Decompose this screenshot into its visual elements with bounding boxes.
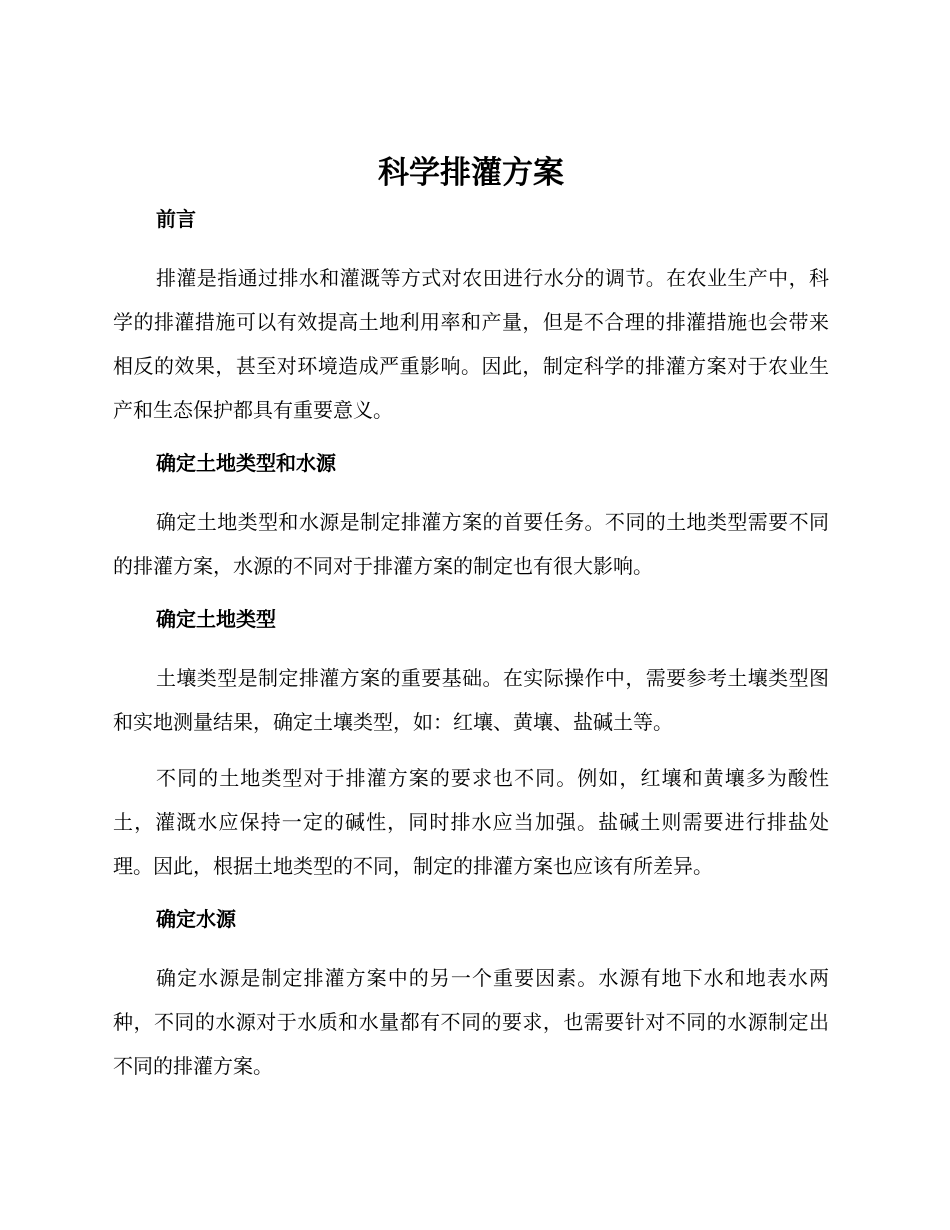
paragraph: 排灌是指通过排水和灌溉等方式对农田进行水分的调节。在农业生产中，科学的排灌措施可以有效提高土地利用率和产量，但是不合理的排灌措施也会带来相反的效果，甚至对环境造成严重影响。因此，制定科学的排灌方案对于农业生产和生态保护都具有重要意义。 (113, 266, 829, 422)
section-heading-land-type: 确定土地类型 (156, 607, 276, 631)
document-page (113, 150, 829, 1088)
paragraph: 不同的土地类型对于排灌方案的要求也不同。例如，红壤和黄壤多为酸性土，灌溉水应保持一定的碱性，同时排水应当加强。盐碱土则需要进行排盐处理。因此，根据土地类型的不同，制定的排灌方案也应该有所差异。 (113, 766, 829, 878)
page-title: 科学排灌方案 (378, 155, 564, 191)
paragraph: 确定土地类型和水源是制定排灌方案的首要任务。不同的土地类型需要不同的排灌方案，水源的不同对于排灌方案的制定也有很大影响。 (113, 510, 829, 578)
paragraph: 土壤类型是制定排灌方案的重要基础。在实际操作中，需要参考土壤类型图和实地测量结果，确定土壤类型，如：红壤、黄壤、盐碱土等。 (113, 666, 829, 734)
section-heading-water-source: 确定水源 (156, 907, 236, 931)
paragraph: 确定水源是制定排灌方案中的另一个重要因素。水源有地下水和地表水两种，不同的水源对于水质和水量都有不同的要求，也需要针对不同的水源制定出不同的排灌方案。 (113, 966, 829, 1078)
section-heading-land-and-water: 确定土地类型和水源 (156, 451, 336, 475)
section-heading-preface: 前言 (156, 207, 196, 231)
